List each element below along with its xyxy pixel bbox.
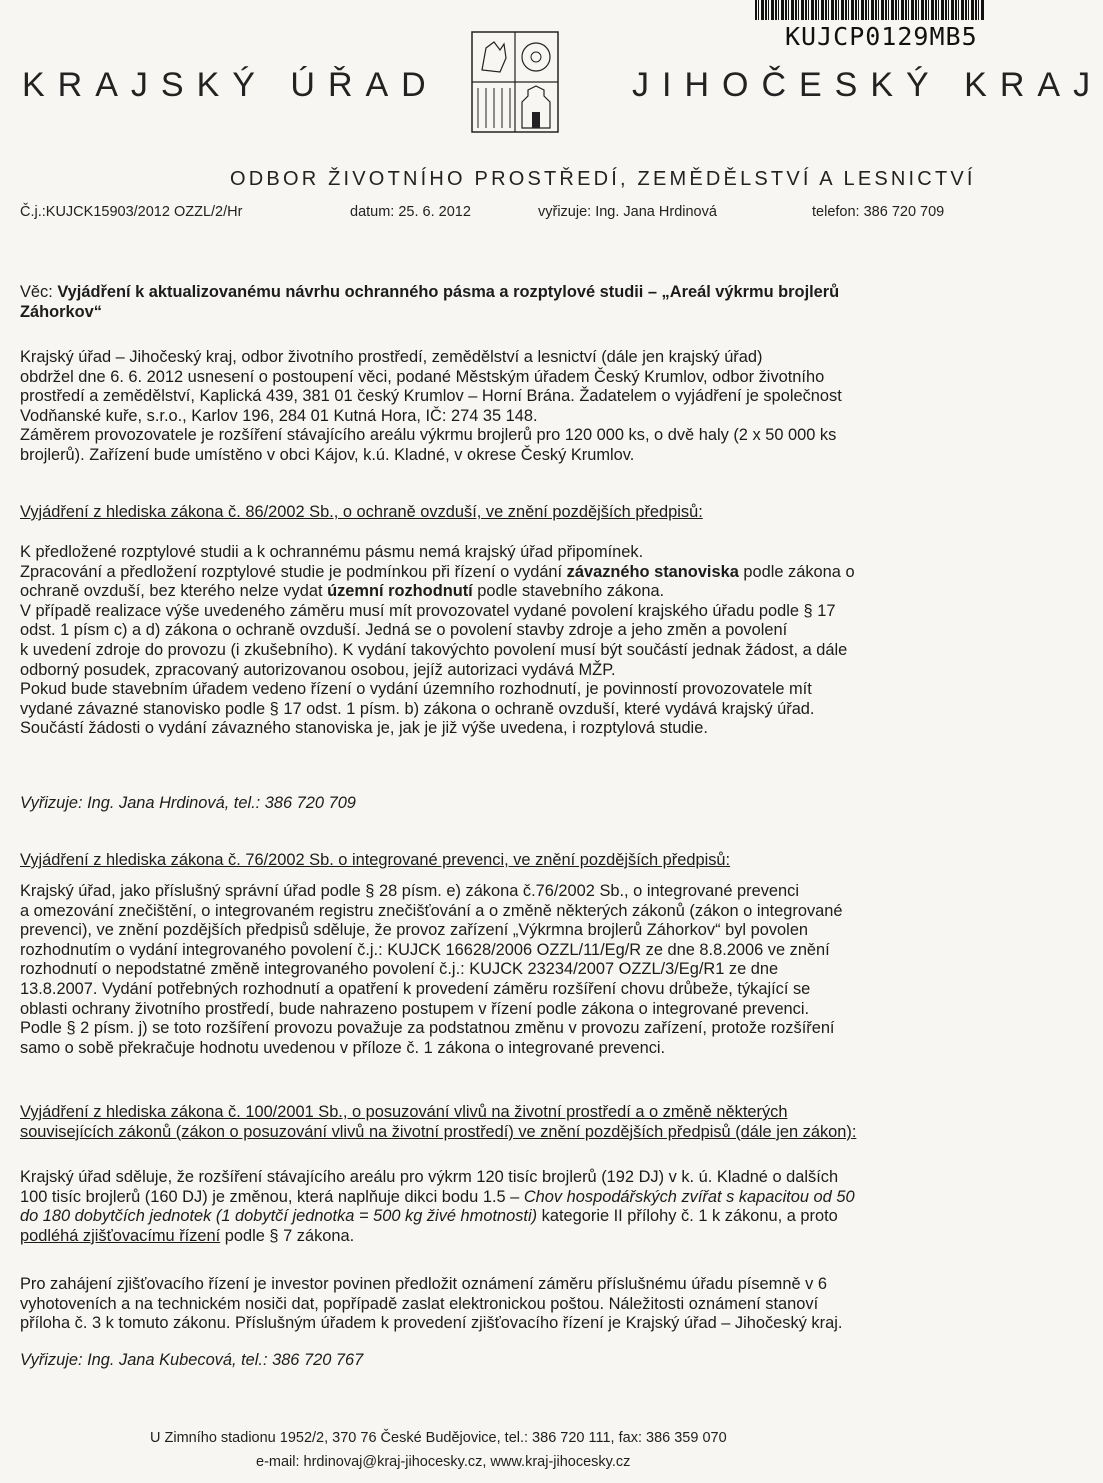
coat-of-arms-icon: [470, 30, 560, 135]
barcode: [755, 0, 985, 20]
section-heading-ipc: Vyjádření z hlediska zákona č. 76/2002 Sb. o integrované prevenci, ve znění pozdějších předpisů:: [20, 851, 731, 869]
intro-paragraph: Krajský úřad – Jihočeský kraj, odbor životního prostředí, zemědělství a lesnictví (dále jen krajský úřad) obdržel dne 6. 6. 2012 usnesení o postoupení věci, podané Městským úřadem Český Krumlov, odbor životního prostředí a zemědělství, Kaplická 439, 381 01 český Krumlov – Horní Brána. Žadatelem o vyjádření je společnost Vodňanské kuře, s.r.o., Karlov 196, 284 01 Kutná Hora, IČ: 274 35 148. Záměrem provozovatele je rozšíření stávajícího areálu výkrmu brojlerů pro 120 000 ks, o dvě haly (2 x 50 000 ks brojlerů). Zařízení bude umístěno v obci Kájov, k.ú. Kladné, v okrese Český Krumlov.: [20, 348, 842, 464]
contact-eia: Vyřizuje: Ing. Jana Kubecová, tel.: 386 720 767: [20, 1351, 364, 1369]
region-title: JIHOČESKÝ KRAJ: [632, 66, 1103, 104]
footer-contact: e-mail: hrdinovaj@kraj-jihocesky.cz, www.kraj-jihocesky.cz: [256, 1454, 631, 1470]
section-body-air: K předložené rozptylové studii a k ochrannému pásmu nemá krajský úřad připomínek. Zpracování a předložení rozptylové studie je podmínkou při řízení o vydání závazného stanoviska podle zákona o ochraně ovzduší, bez kterého nelze vydat územní rozhodnutí podle stavebního zákona. V případě realizace výše uvedeného záměru musí mít provozovatel vydané povolení krajského úřadu podle § 17 odst. 1 písm c) a d) zákona o ochraně ovzduší. Jedná se o povolení stavby zdroje a jeho změn a povolení k uvedení zdroje do provozu (i zkušebního). K vydání takovýchto povolení musí být součástí jednak žádost, a dále odborný posudek, zpracovaný autorizovanou osobou, jejíž autorizaci vydává MŽP. Pokud bude stavebním úřadem vedeno řízení o vydání územního rozhodnutí, je povinností provozovatele mít vydané závazné stanovisko podle § 17 odst. 1 písm. b) zákona o ochraně ovzduší, které vydává krajský úřad. Součástí žádosti o vydání závazného stanoviska je, jak je již výše uvedena, i rozptylová studie.: [20, 543, 855, 738]
department-name: ODBOR ŽIVOTNÍHO PROSTŘEDÍ, ZEMĚDĚLSTVÍ A LESNICTVÍ: [230, 168, 976, 190]
section-heading-eia: Vyjádření z hlediska zákona č. 100/2001 Sb., o posuzování vlivů na životní prostředí a o změně některých souvisejících zákonů (zákon o posuzování vlivů na životní prostředí) ve znění pozdějších předpisů (dále jen zákon):: [20, 1103, 857, 1141]
document-date: datum: 25. 6. 2012: [350, 204, 471, 220]
section-body-ipc: Krajský úřad, jako příslušný správní úřad podle § 28 písm. e) zákona č.76/2002 Sb., o integrované prevenci a omezování znečištění, o integrovaném registru znečišťování a o změně některých zákonů (zákon o integrované prevenci), ve znění pozdějších předpisů sděluje, že provoz zařízení „Výkrmna brojlerů Záhorkov“ byl povolen rozhodnutím o vydání integrovaného povolení č.j.: KUJCK 16628/2006 OZZL/11/Eg/R ze dne 8.8.2006 ve znění rozhodnutí o nepodstatné změně integrovaného povolení č.j.: KUJCK 23234/2007 OZZL/3/Eg/R1 ze dne 13.8.2007. Vydání potřebných rozhodnutí a opatření k provedení záměru rozšíření chovu drůbeže, týkající se oblasti ochrany životního prostředí, bude nahrazeno postupem v řízení podle zákona o integrované prevenci. Podle § 2 písm. j) se toto rozšíření provozu považuje za podstatnou změnu v provozu zařízení, protože rozšíření samo o sobě překračuje hodnotu uvedenou v příloze č. 1 zákona o integrované prevenci.: [20, 882, 843, 1057]
section-heading-air: Vyjádření z hlediska zákona č. 86/2002 Sb., o ochraně ovzduší, ve znění pozdějších předpisů:: [20, 503, 703, 521]
contact-air: Vyřizuje: Ing. Jana Hrdinová, tel.: 386 720 709: [20, 794, 356, 812]
subject: Věc: Vyjádření k aktualizovanému návrhu ochranného pásma a rozptylové studii – „Areál výkrmu brojlerů Záhorkov“: [20, 283, 840, 321]
office-title: KRAJSKÝ ÚŘAD: [22, 66, 439, 104]
reference-number: Č.j.:KUJCK15903/2012 OZZL/2/Hr: [20, 204, 243, 220]
document-code: KUJCP0129MB5: [785, 22, 978, 51]
handled-by: vyřizuje: Ing. Jana Hrdinová: [538, 204, 717, 220]
section-body-eia-2: Pro zahájení zjišťovacího řízení je investor povinen předložit oznámení záměru příslušnému úřadu písemně v 6 vyhotoveních a na technickém nosiči dat, popřípadě zaslat elektronickou poštou. Náležitosti oznámení stanoví příloha č. 3 k tomuto zákonu. Příslušným úřadem k provedení zjišťovacího řízení je Krajský úřad – Jihočeský kraj.: [20, 1275, 843, 1333]
section-body-eia: Krajský úřad sděluje, že rozšíření stávajícího areálu pro výkrm 120 tisíc brojlerů (192 DJ) v k. ú. Kladné o dalších 100 tisíc brojlerů (160 DJ) je změnou, která naplňuje dikci bodu 1.5 – Chov hospodářských zvířat s kapacitou od 50 do 180 dobytčích jednotek (1 dobytčí jednotka = 500 kg živé hmotnosti) kategorie II přílohy č. 1 k zákonu, a proto podléhá zjišťovacímu řízení podle § 7 zákona.: [20, 1168, 855, 1245]
phone-number: telefon: 386 720 709: [812, 204, 945, 220]
footer-address: U Zimního stadionu 1952/2, 370 76 České Budějovice, tel.: 386 720 111, fax: 386 359 070: [150, 1430, 727, 1446]
